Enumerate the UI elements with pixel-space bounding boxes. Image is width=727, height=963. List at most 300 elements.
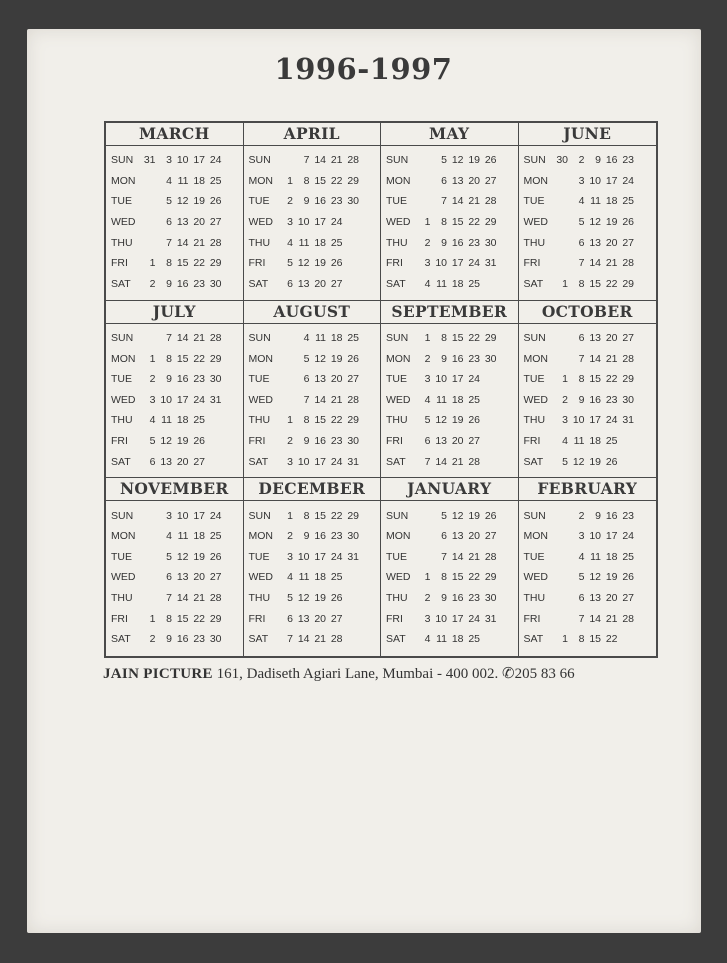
date-number: 20	[605, 236, 618, 249]
weekday-row	[106, 410, 243, 431]
date-number: 30	[347, 195, 359, 208]
weekday-label: WED	[248, 571, 273, 584]
date-number: 11	[315, 331, 326, 344]
date-number: 13	[451, 530, 464, 543]
weekday-row	[381, 232, 518, 253]
weekday-label: THU	[523, 592, 546, 604]
weekday-label: SAT	[386, 277, 406, 290]
date-number: 16	[176, 633, 189, 646]
date-number: 9	[595, 509, 601, 522]
date-number: 9	[441, 592, 447, 604]
date-number: 24	[622, 174, 634, 187]
date-number: 1	[149, 257, 156, 270]
weekday-row	[381, 451, 518, 472]
weekday-row	[244, 629, 381, 650]
date-number: 23	[605, 393, 618, 406]
weekday-label: SAT	[111, 633, 131, 646]
weekday-label: THU	[111, 414, 133, 427]
weekday-label: SUN	[248, 154, 271, 167]
weekday-row	[106, 431, 243, 452]
date-number: 21	[451, 455, 464, 468]
date-number: 7	[287, 633, 293, 646]
weekday-row	[106, 505, 243, 526]
date-number: 15	[589, 373, 601, 386]
weekday-label: SAT	[386, 633, 406, 646]
weekday-label: THU	[248, 236, 271, 249]
weekday-row	[244, 526, 381, 547]
date-number: 5	[578, 571, 585, 584]
date-number: 21	[330, 393, 343, 406]
date-number: 20	[468, 530, 480, 543]
date-number: 30	[556, 154, 568, 167]
date-number: 23	[622, 154, 634, 167]
date-number: 15	[451, 571, 464, 584]
weekday-label: SUN	[111, 154, 134, 167]
weekday-label: WED	[386, 216, 411, 229]
date-number: 15	[176, 257, 189, 270]
date-number: 17	[314, 550, 326, 563]
date-number: 27	[209, 571, 222, 584]
date-number: 7	[441, 195, 447, 208]
date-number: 29	[484, 216, 497, 229]
weekday-label: SUN	[523, 154, 546, 167]
date-number: 16	[605, 154, 618, 167]
date-number: 1	[287, 174, 293, 187]
date-number: 23	[468, 352, 480, 365]
date-number: 9	[303, 434, 310, 447]
date-number: 19	[451, 414, 464, 427]
date-number: 13	[589, 592, 601, 604]
date-number: 25	[468, 633, 480, 646]
date-number: 17	[451, 612, 464, 625]
date-number: 30	[484, 236, 497, 249]
date-number: 19	[330, 352, 343, 365]
date-number: 1	[287, 414, 293, 427]
date-number: 20	[314, 612, 326, 625]
weekday-label: WED	[248, 393, 273, 406]
date-number: 29	[622, 373, 634, 386]
date-number: 22	[468, 216, 480, 229]
weekday-label: FRI	[248, 434, 266, 447]
date-number: 1	[562, 373, 568, 386]
weekday-row	[244, 212, 381, 233]
date-number: 21	[605, 352, 618, 365]
weekday-label: FRI	[523, 434, 541, 447]
date-number: 7	[578, 612, 585, 625]
weekday-label: WED	[111, 393, 136, 406]
date-number: 16	[451, 592, 464, 604]
weekday-row	[106, 191, 243, 212]
date-number: 19	[589, 455, 601, 468]
date-number: 3	[424, 257, 431, 270]
weekday-row	[381, 389, 518, 410]
date-number: 13	[160, 455, 172, 468]
date-number: 25	[193, 414, 205, 427]
month-block-october	[519, 301, 657, 479]
date-number: 20	[605, 592, 618, 604]
month-name: MARCH	[106, 123, 243, 146]
date-number: 6	[166, 216, 172, 229]
date-number: 7	[303, 393, 310, 406]
weekday-label: SAT	[111, 455, 131, 468]
weekday-label: THU	[111, 236, 133, 249]
date-number: 7	[166, 236, 172, 249]
weekday-row	[381, 547, 518, 568]
date-number: 5	[166, 550, 172, 563]
date-number: 27	[468, 434, 480, 447]
date-number: 2	[424, 236, 431, 249]
date-number: 6	[149, 455, 156, 468]
date-number: 20	[193, 571, 205, 584]
date-number: 25	[347, 331, 359, 344]
date-number: 28	[622, 612, 634, 625]
date-number: 19	[176, 434, 189, 447]
date-number: 7	[578, 257, 585, 270]
date-number: 18	[314, 236, 326, 249]
date-number: 3	[424, 373, 431, 386]
weekday-label: TUE	[523, 373, 545, 386]
date-number: 13	[176, 571, 189, 584]
date-number: 26	[347, 352, 359, 365]
date-number: 12	[572, 455, 585, 468]
date-number: 12	[314, 352, 326, 365]
month-block-february	[519, 478, 657, 656]
weekday-label: THU	[386, 592, 408, 604]
date-number: 14	[435, 455, 447, 468]
date-number: 13	[314, 373, 326, 386]
date-number: 21	[193, 592, 205, 604]
weekday-row	[106, 567, 243, 588]
date-number: 6	[287, 277, 293, 290]
date-number: 20	[314, 277, 326, 290]
date-number: 15	[314, 414, 326, 427]
date-number: 29	[484, 571, 497, 584]
weekday-label: FRI	[386, 434, 403, 447]
date-number: 30	[484, 592, 497, 604]
weekday-label: MON	[523, 352, 548, 365]
date-number: 19	[193, 550, 205, 563]
weekday-row	[106, 150, 243, 171]
weekday-row	[244, 410, 381, 431]
weekday-label: SUN	[386, 331, 409, 344]
date-number: 22	[605, 373, 618, 386]
month-name: SEPTEMBER	[381, 301, 518, 324]
date-number: 25	[622, 195, 634, 208]
date-number: 3	[424, 612, 431, 625]
weekday-row	[106, 348, 243, 369]
weekday-label: SAT	[248, 277, 269, 290]
weekday-row	[519, 212, 657, 233]
weekday-row	[244, 348, 381, 369]
date-number: 9	[303, 530, 310, 543]
date-number: 18	[451, 633, 464, 646]
date-number: 18	[589, 434, 601, 447]
date-number: 10	[589, 174, 601, 187]
weekday-row	[244, 253, 381, 274]
weekday-label: WED	[111, 571, 136, 584]
date-number: 9	[166, 277, 172, 290]
date-number: 26	[622, 216, 634, 229]
weekday-label: SAT	[248, 455, 269, 468]
date-number: 30	[347, 434, 359, 447]
date-number: 5	[287, 257, 293, 270]
date-number: 4	[562, 434, 568, 447]
month-block-december	[244, 478, 382, 656]
date-number: 16	[314, 195, 326, 208]
date-number: 10	[297, 550, 310, 563]
weekday-label: THU	[386, 236, 408, 249]
date-number: 10	[572, 414, 585, 427]
month-name: MAY	[381, 123, 518, 146]
date-number: 22	[468, 331, 480, 344]
date-number: 22	[330, 414, 343, 427]
weekday-row	[519, 547, 657, 568]
phone-icon: ✆	[502, 666, 515, 682]
date-number: 29	[347, 414, 359, 427]
date-number: 4	[424, 633, 431, 646]
date-number: 13	[451, 174, 464, 187]
weekday-label: SUN	[248, 331, 271, 344]
date-number: 26	[468, 414, 480, 427]
date-number: 4	[149, 414, 156, 427]
date-number: 22	[193, 612, 205, 625]
date-number: 23	[330, 434, 343, 447]
weekday-label: WED	[386, 393, 411, 406]
date-number: 7	[424, 455, 431, 468]
date-number: 21	[605, 612, 618, 625]
date-number: 28	[209, 331, 222, 344]
weekday-row	[519, 567, 657, 588]
date-number: 5	[578, 216, 585, 229]
date-number: 7	[166, 592, 172, 604]
date-number: 25	[468, 277, 480, 290]
date-number: 30	[347, 530, 359, 543]
date-number: 14	[314, 393, 326, 406]
date-number: 11	[436, 277, 447, 290]
month-name: APRIL	[244, 123, 381, 146]
date-number: 14	[451, 195, 464, 208]
date-number: 21	[193, 331, 205, 344]
weekday-row	[106, 588, 243, 609]
date-number: 21	[314, 633, 326, 646]
date-number: 16	[589, 393, 601, 406]
date-number: 8	[166, 612, 172, 625]
date-number: 24	[622, 530, 634, 543]
date-number: 4	[424, 393, 431, 406]
date-number: 4	[287, 236, 293, 249]
weekday-label: MON	[248, 174, 273, 187]
weekday-row	[519, 608, 657, 629]
date-number: 10	[176, 154, 189, 167]
weekday-label: FRI	[248, 612, 266, 625]
weekday-label: FRI	[523, 612, 541, 625]
date-number: 24	[193, 393, 205, 406]
date-number: 14	[589, 352, 601, 365]
date-number: 14	[451, 550, 464, 563]
weekday-row	[244, 505, 381, 526]
date-number: 10	[160, 393, 172, 406]
weekday-row	[244, 369, 381, 390]
date-number: 20	[330, 373, 343, 386]
weekday-row	[106, 171, 243, 192]
date-number: 16	[314, 530, 326, 543]
date-number: 12	[589, 216, 601, 229]
date-number: 27	[330, 612, 343, 625]
date-number: 15	[451, 216, 464, 229]
weekday-row	[106, 369, 243, 390]
date-number: 28	[622, 352, 634, 365]
date-number: 21	[330, 154, 343, 167]
date-number: 17	[451, 257, 464, 270]
date-number: 22	[330, 509, 343, 522]
date-number: 23	[193, 277, 205, 290]
weekday-row	[244, 232, 381, 253]
date-number: 22	[605, 277, 618, 290]
date-number: 8	[303, 174, 310, 187]
weekday-row	[106, 389, 243, 410]
date-number: 10	[435, 373, 447, 386]
weekday-label: WED	[523, 571, 548, 584]
date-number: 10	[297, 216, 310, 229]
weekday-label: FRI	[111, 434, 128, 447]
date-number: 31	[622, 414, 634, 427]
date-number: 12	[451, 509, 464, 522]
weekday-row	[106, 608, 243, 629]
date-number: 4	[303, 331, 310, 344]
weekday-label: SUN	[523, 509, 546, 522]
weekday-row	[244, 274, 381, 295]
date-number: 13	[176, 216, 189, 229]
date-number: 25	[209, 530, 222, 543]
date-number: 23	[193, 633, 205, 646]
date-number: 16	[176, 277, 189, 290]
weekday-row	[381, 212, 518, 233]
weekday-label: WED	[248, 216, 273, 229]
weekday-row	[381, 629, 518, 650]
calendar-title: 1996-1997	[274, 52, 453, 86]
month-name: FEBRUARY	[519, 478, 657, 501]
date-number: 1	[149, 612, 156, 625]
date-number: 16	[314, 434, 326, 447]
date-number: 29	[622, 277, 634, 290]
weekday-label: THU	[523, 236, 546, 249]
date-number: 14	[176, 236, 189, 249]
date-number: 8	[303, 509, 310, 522]
date-number: 8	[578, 373, 585, 386]
weekday-row	[519, 253, 657, 274]
weekday-row	[519, 348, 657, 369]
weekday-row	[519, 171, 657, 192]
date-number: 23	[330, 195, 343, 208]
weekday-label: WED	[523, 216, 548, 229]
date-number: 27	[209, 216, 222, 229]
weekday-label: TUE	[111, 195, 132, 208]
weekday-row	[244, 588, 381, 609]
date-number: 9	[166, 633, 172, 646]
date-number: 17	[589, 414, 601, 427]
date-number: 9	[303, 195, 310, 208]
date-number: 23	[193, 373, 205, 386]
date-number: 17	[451, 373, 464, 386]
date-number: 10	[176, 509, 189, 522]
date-number: 25	[330, 236, 343, 249]
date-number: 9	[166, 373, 172, 386]
month-name: JUNE	[519, 123, 657, 146]
weekday-label: FRI	[523, 257, 541, 270]
weekday-label: THU	[523, 414, 546, 427]
date-number: 24	[209, 154, 222, 167]
date-number: 29	[209, 352, 222, 365]
date-number: 23	[622, 509, 634, 522]
weekday-row	[381, 171, 518, 192]
date-number: 4	[287, 571, 293, 584]
weekday-label: SAT	[523, 277, 544, 290]
weekday-row	[381, 588, 518, 609]
date-number: 5	[441, 509, 447, 522]
date-number: 21	[468, 550, 480, 563]
weekday-row	[519, 410, 657, 431]
month-block-march	[106, 123, 244, 301]
date-number: 31	[143, 154, 156, 167]
date-number: 27	[347, 373, 359, 386]
date-number: 9	[441, 236, 447, 249]
weekday-label: TUE	[386, 373, 407, 386]
date-number: 6	[166, 571, 172, 584]
date-number: 12	[435, 414, 447, 427]
date-number: 2	[578, 509, 585, 522]
date-number: 26	[209, 195, 222, 208]
date-number: 9	[441, 352, 447, 365]
date-number: 6	[424, 434, 431, 447]
date-number: 15	[589, 633, 601, 646]
date-number: 6	[441, 174, 447, 187]
weekday-row	[381, 369, 518, 390]
weekday-row	[381, 526, 518, 547]
date-number: 6	[303, 373, 310, 386]
publisher-address: 161, Dadiseth Agiari Lane, Mumbai - 400 002.	[216, 666, 499, 682]
date-number: 19	[193, 195, 205, 208]
date-number: 18	[605, 550, 618, 563]
date-number: 16	[451, 236, 464, 249]
weekday-row	[381, 567, 518, 588]
weekday-row	[519, 451, 657, 472]
month-name: DECEMBER	[244, 478, 381, 501]
date-number: 27	[484, 174, 497, 187]
date-number: 18	[451, 277, 464, 290]
date-number: 28	[484, 550, 497, 563]
date-number: 14	[176, 331, 189, 344]
weekday-label: MON	[111, 174, 136, 187]
date-number: 12	[589, 571, 601, 584]
date-number: 27	[622, 331, 634, 344]
date-number: 25	[209, 174, 222, 187]
date-number: 28	[468, 455, 480, 468]
date-number: 12	[451, 154, 464, 167]
date-number: 5	[441, 154, 447, 167]
weekday-row	[381, 348, 518, 369]
weekday-row	[381, 274, 518, 295]
calendar-grid	[104, 121, 658, 658]
date-number: 20	[451, 434, 464, 447]
date-number: 14	[297, 633, 310, 646]
date-number: 10	[435, 257, 447, 270]
date-number: 31	[347, 455, 359, 468]
date-number: 14	[314, 154, 326, 167]
weekday-label: TUE	[523, 195, 545, 208]
weekday-row	[106, 629, 243, 650]
date-number: 23	[468, 592, 480, 604]
date-number: 26	[605, 455, 618, 468]
